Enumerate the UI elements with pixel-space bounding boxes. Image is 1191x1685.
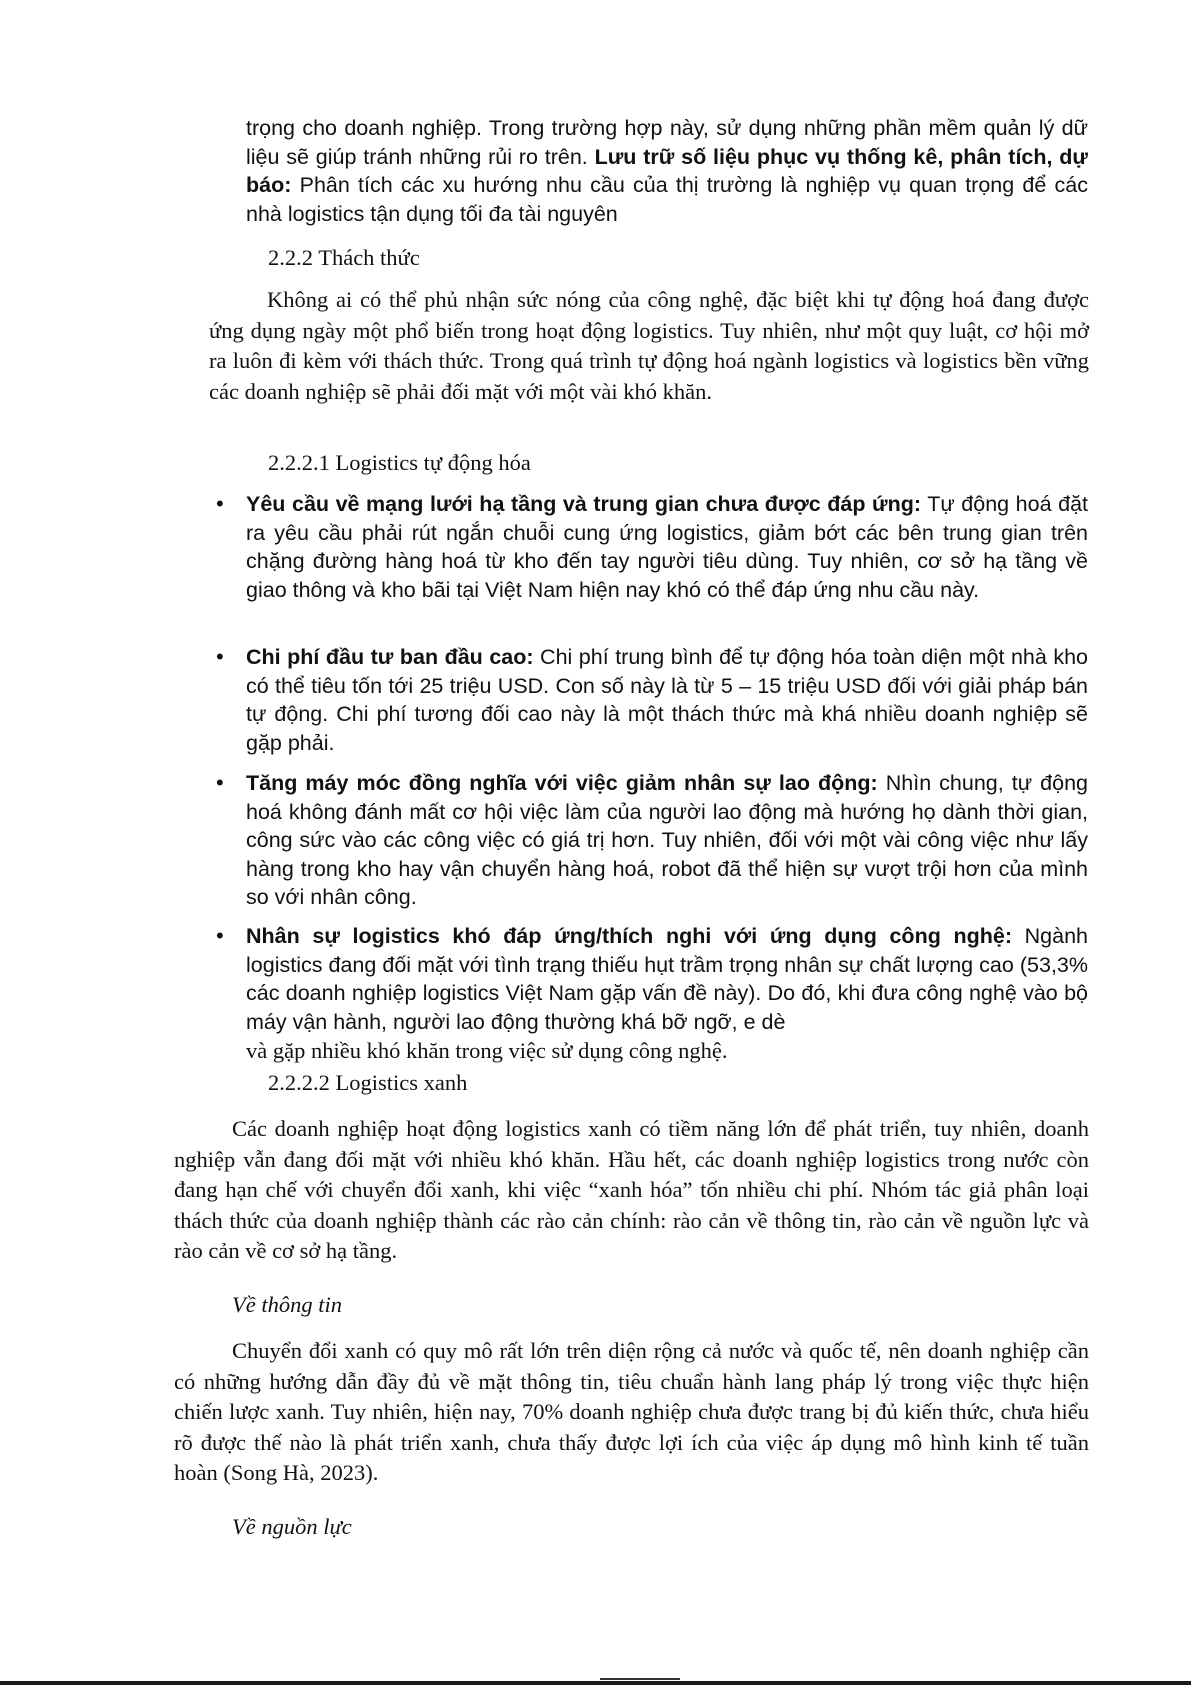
paragraph-logistics-xanh-text: Các doanh nghiệp hoạt động logistics xanh có tiềm năng lớn để phát triển, tuy nhiên, doanh nghiệp vẫn đang đối mặt với nhiều khó khăn. Hầu hết, các doanh nghiệp logistics trong nước còn đang hạn chế với chuyển đổi xanh, khi việc “xanh hóa” tốn nhiều chi phí. Nhóm tác giả phân loại thách thức của doanh nghiệp thành các rào cản chính: rào cản về thông tin, rào cản về nguồn lực và rào cản về cơ sở hạ tầng. — [174, 1116, 1089, 1263]
bullet-4-bold: Nhân sự logistics khó đáp ứng/thích nghi với ứng dụng công nghệ: — [246, 924, 1012, 948]
subheading-ve-nguon-luc: Về nguồn lực — [232, 1514, 352, 1539]
bullet-item-3 — [216, 769, 1094, 909]
paragraph-ve-thong-tin-text: Chuyển đổi xanh có quy mô rất lớn trên diện rộng cả nước và quốc tế, nên doanh nghiệp cần có những hướng dẫn đầy đủ về mặt thông tin, tiêu chuẩn hành lang pháp lý trong việc thực hiện chiến lược xanh. Tuy nhiên, hiện nay, 70% doanh nghiệp chưa được trang bị đủ kiến thức, chưa hiểu rõ được thế nào là phát triển xanh, chưa thấy được lợi ích của việc áp dụng mô hình kinh tế tuần hoàn (Song Hà, 2023). — [174, 1338, 1089, 1485]
paragraph-ve-thong-tin — [174, 1336, 1089, 1489]
bullet-symbol: • — [216, 644, 224, 669]
section-heading-2-2-2: 2.2.2 Thách thức — [268, 245, 420, 270]
paragraph-thach-thuc-text: Không ai có thể phủ nhận sức nóng của công nghệ, đặc biệt khi tự động hoá đang được ứng dụng ngày một phổ biến trong hoạt động logistics. Tuy nhiên, như một quy luật, cơ hội mở ra luôn đi kèm với thách thức. Trong quá trình tự động hoá ngành logistics và logistics bền vững các doanh nghiệp sẽ phải đối mặt với một vài khó khăn. — [209, 287, 1089, 404]
bullet-2-text: Chi phí trung bình để tự động hóa toàn diện một nhà kho có thể tiêu tốn tới 25 triệu USD. Con số này là từ 5 – 15 triệu USD đối với giải pháp bán tự động. Chi phí tương đối cao này là một thách thức mà khá nhiều doanh nghiệp sẽ gặp phải. — [246, 645, 1088, 755]
intro-text-2: Phân tích các xu hướng nhu cầu của thị trường là nghiệp vụ quan trọng để các nhà logistics tận dụng tối đa tài nguyên — [246, 173, 1088, 226]
bullet-symbol: • — [216, 491, 224, 516]
bullet-text-4 — [246, 922, 1088, 1036]
intro-bold-term: Lưu trữ số liệu phục vụ thống kê, phân tích, dự báo: — [246, 144, 1088, 197]
bullet-symbol: • — [216, 923, 224, 948]
paragraph-thach-thuc — [209, 285, 1089, 407]
page-bottom-edge — [0, 1681, 1191, 1685]
bullet-item-4 — [216, 922, 1094, 1062]
bullet-symbol: • — [216, 770, 224, 795]
bullet-item-1 — [216, 490, 1094, 630]
intro-text-1: trọng cho doanh nghiệp. Trong trường hợp này, sử dụng những phần mềm quản lý dữ liệu sẽ giúp tránh những rủi ro trên. — [246, 116, 1088, 169]
bullet-text-3 — [246, 769, 1088, 912]
bullet-3-text: Nhìn chung, tự động hoá không đánh mất cơ hội việc làm của người lao động mà hướng họ dành thời gian, công sức vào các công việc có giá trị hơn. Tuy nhiên, đối với một vài công việc như lấy hàng trong kho hay vận chuyển hàng hoá, robot đã thể hiện sự vượt trội hơn của mình so với nhân công. — [246, 771, 1088, 909]
section-heading-2-2-2-2: 2.2.2.2 Logistics xanh — [268, 1070, 468, 1095]
intro-paragraph — [246, 114, 1088, 228]
bullet-text-2 — [246, 643, 1088, 757]
scan-edge-mark — [600, 1678, 680, 1680]
subheading-ve-thong-tin: Về thông tin — [232, 1292, 342, 1317]
bullet-1-text: Tự động hoá đặt ra yêu cầu phải rút ngắn chuỗi cung ứng logistics, giảm bớt các bên trung gian trên chặng đường hàng hoá từ kho đến tay người tiêu dùng. Tuy nhiên, cơ sở hạ tầng về giao thông và kho bãi tại Việt Nam hiện nay khó có thể đáp ứng nhu cầu này. — [246, 492, 1088, 602]
bullet-4-tail: và gặp nhiều khó khăn trong việc sử dụng công nghệ. — [246, 1038, 728, 1063]
bullet-item-2 — [216, 643, 1094, 758]
bullet-3-bold: Tăng máy móc đồng nghĩa với việc giảm nhân sự lao động: — [246, 771, 878, 795]
bullet-text-1 — [246, 490, 1088, 604]
bullet-4-text: Ngành logistics đang đối mặt với tình trạng thiếu hụt trầm trọng nhân sự chất lượng cao (53,3% các doanh nghiệp logistics Việt Nam gặp vấn đề này). Do đó, khi đưa công nghệ vào bộ máy vận hành, người lao động thường khá bỡ ngỡ, e dè — [246, 924, 1088, 1034]
bullet-2-bold: Chi phí đầu tư ban đầu cao: — [246, 645, 534, 669]
bullet-1-bold: Yêu cầu về mạng lưới hạ tầng và trung gian chưa được đáp ứng: — [246, 492, 922, 516]
section-heading-2-2-2-1: 2.2.2.1 Logistics tự động hóa — [268, 450, 531, 475]
paragraph-logistics-xanh — [174, 1114, 1089, 1267]
